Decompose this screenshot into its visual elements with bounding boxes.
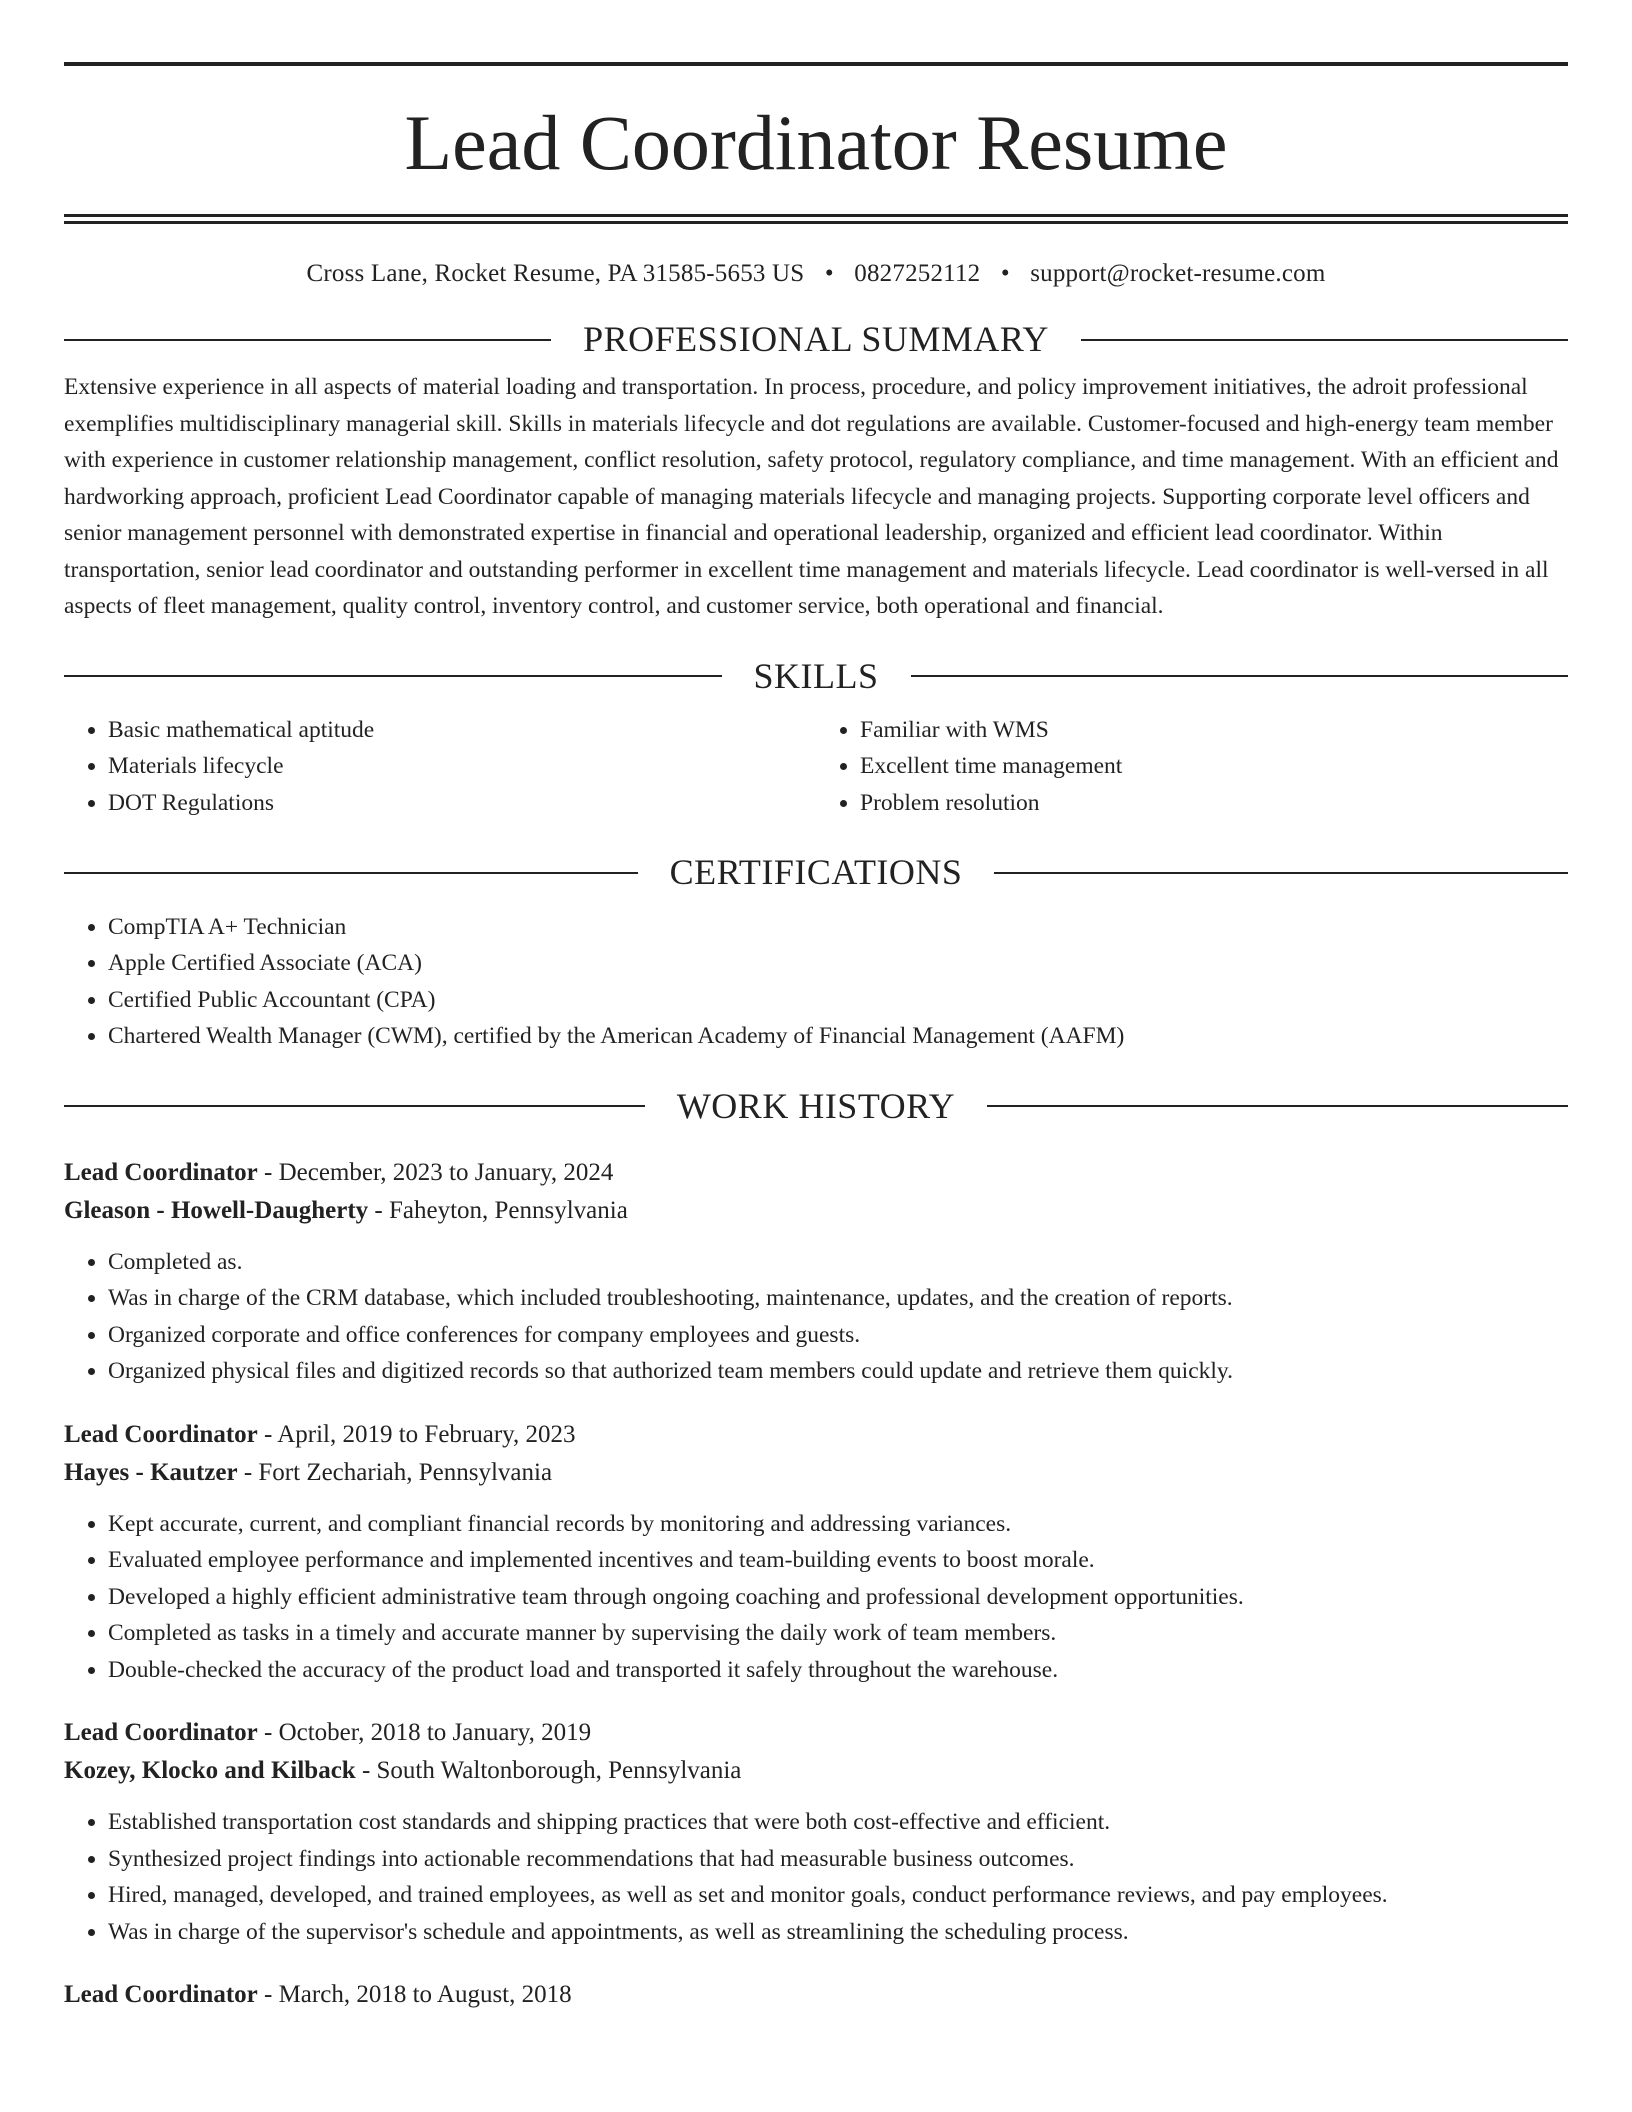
job-company: Gleason - Howell-Daugherty: [64, 1196, 369, 1224]
summary-section-header: [64, 318, 1568, 361]
skills-section-header: [64, 655, 1568, 698]
job-title-line: [64, 1976, 1568, 2014]
job-bullet: • Synthesized project findings into actionable recommendations that had measurable business outcomes.: [108, 1841, 1568, 1878]
dash: -: [257, 1981, 279, 2009]
job-entry: [64, 1714, 1568, 1950]
job-bullet: • Established transportation cost standards and shipping practices that were both cost-effective and efficient.: [108, 1804, 1568, 1841]
resume-title: Lead Coordinator Resume: [404, 99, 1228, 186]
certification-item: • CompTIA A+ Technician: [108, 909, 1568, 946]
skill-item: • Materials lifecycle: [108, 748, 816, 785]
job-entry: [64, 1976, 1568, 2014]
job-title: Lead Coordinator: [64, 1719, 258, 1747]
divider-line: [987, 1105, 1568, 1107]
skill-item: • Basic mathematical aptitude: [108, 712, 816, 749]
job-bullets: [64, 1804, 1568, 1950]
job-dates: October, 2018 to January, 2019: [278, 1719, 592, 1747]
title-double-rule: [64, 214, 1568, 224]
certification-item: • Certified Public Accountant (CPA): [108, 982, 1568, 1019]
job-location: Faheyton, Pennsylvania: [388, 1196, 628, 1224]
skills-list-left: [64, 712, 816, 822]
job-title-line: [64, 1416, 1568, 1454]
contact-address: Cross Lane, Rocket Resume, PA 31585-5653 US: [306, 260, 805, 287]
job-bullet: • Kept accurate, current, and compliant financial records by monitoring and addressing variances.: [108, 1506, 1568, 1543]
job-company-line: [64, 1454, 1568, 1492]
certification-item: • Apple Certified Associate (ACA): [108, 945, 1568, 982]
job-bullet: • Organized physical files and digitized records so that authorized team members could update and retrieve them quickly.: [108, 1353, 1568, 1390]
certifications-section-header: [64, 851, 1568, 894]
job-dates: April, 2019 to February, 2023: [277, 1420, 576, 1448]
job-entry: [64, 1154, 1568, 1390]
job-bullet: • Organized corporate and office conferences for company employees and guests.: [108, 1317, 1568, 1354]
job-bullets: [64, 1244, 1568, 1390]
dash: -: [257, 1420, 278, 1448]
job-bullet: • Developed a highly efficient administrative team through ongoing coaching and professional development opportunities.: [108, 1579, 1568, 1616]
job-bullet: • Completed as.: [108, 1244, 1568, 1281]
dash: -: [355, 1757, 377, 1785]
job-company: Hayes - Kautzer: [64, 1458, 238, 1486]
skill-item: • Familiar with WMS: [860, 712, 1568, 749]
divider-line: [994, 872, 1568, 874]
job-bullet: • Double-checked the accuracy of the product load and transported it safely throughout the warehouse.: [108, 1652, 1568, 1689]
divider-line: [64, 872, 638, 874]
job-title: Lead Coordinator: [64, 1158, 258, 1186]
work-history-heading: WORK HISTORY: [676, 1085, 956, 1126]
summary-heading: PROFESSIONAL SUMMARY: [583, 319, 1049, 359]
certification-item: • Chartered Wealth Manager (CWM), certified by the American Academy of Financial Management (AAFM): [108, 1018, 1568, 1055]
certifications-list: [64, 909, 1568, 1055]
certifications-heading: CERTIFICATIONS: [669, 852, 963, 893]
divider-line: [64, 339, 551, 341]
job-bullet: • Completed as tasks in a timely and accurate manner by supervising the daily work of team members.: [108, 1615, 1568, 1652]
summary-text: Extensive experience in all aspects of material loading and transportation. In process, procedure, and policy improvement initiatives, the adroit professional exemplifies multidisciplinary managerial skill. Skills in materials lifecycle and dot regulations are available. Customer-focused and high-energy team member with experience in customer relationship management, conflict resolution, safety protocol, regulatory compliance, and time management. With an efficient and hardworking approach, proficient Lead Coordinator capable of managing materials lifecycle and managing projects. Supporting corporate level officers and senior management personnel with demonstrated expertise in financial and operational leadership, organized and efficient lead coordinator. Within transportation, senior lead coordinator and outstanding performer in excellent time management and materials lifecycle. Lead coordinator is well-versed in all aspects of fleet management, quality control, inventory control, and customer service, both operational and financial.: [64, 374, 1559, 620]
job-company: Kozey, Klocko and Kilback: [64, 1757, 356, 1785]
dash: -: [368, 1196, 389, 1224]
top-rule: [64, 62, 1568, 66]
job-bullet: • Hired, managed, developed, and trained employees, as well as set and monitor goals, conduct performance reviews, and pay employees.: [108, 1877, 1568, 1914]
job-title: Lead Coordinator: [64, 1420, 258, 1448]
work-history-section-header: [64, 1085, 1568, 1128]
divider-line: [1081, 339, 1568, 341]
job-company-line: [64, 1752, 1568, 1790]
skills-list-right: [816, 712, 1568, 822]
contact-email: support@rocket-resume.com: [1030, 260, 1326, 287]
contact-separator: •: [824, 260, 834, 287]
skill-item: • Problem resolution: [860, 785, 1568, 822]
job-bullet: • Was in charge of the CRM database, which included troubleshooting, maintenance, updates, and the creation of reports.: [108, 1280, 1568, 1317]
contact-phone: 0827252112: [854, 260, 981, 287]
job-location: Fort Zechariah, Pennsylvania: [258, 1458, 553, 1486]
job-title-line: [64, 1154, 1568, 1192]
job-bullet: • Evaluated employee performance and implemented incentives and team-building events to boost morale.: [108, 1542, 1568, 1579]
divider-line: [911, 675, 1569, 677]
dash: -: [237, 1458, 259, 1486]
skills-columns: [64, 712, 1568, 822]
contact-line: [64, 260, 1568, 288]
contact-separator: •: [1000, 260, 1010, 287]
job-location: South Waltonborough, Pennsylvania: [376, 1757, 742, 1785]
job-company-line: [64, 1192, 1568, 1230]
job-entry: [64, 1416, 1568, 1689]
skill-item: • DOT Regulations: [108, 785, 816, 822]
job-title: Lead Coordinator: [64, 1981, 258, 2009]
job-dates: March, 2018 to August, 2018: [278, 1981, 572, 2009]
job-bullets: [64, 1506, 1568, 1689]
dash: -: [257, 1158, 279, 1186]
job-bullet: • Was in charge of the supervisor's schedule and appointments, as well as streamlining the scheduling process.: [108, 1914, 1568, 1951]
dash: -: [257, 1719, 279, 1747]
skills-heading: SKILLS: [753, 655, 879, 696]
skill-item: • Excellent time management: [860, 748, 1568, 785]
divider-line: [64, 675, 722, 677]
job-dates: December, 2023 to January, 2024: [278, 1158, 614, 1186]
divider-line: [64, 1105, 645, 1107]
job-title-line: [64, 1714, 1568, 1752]
